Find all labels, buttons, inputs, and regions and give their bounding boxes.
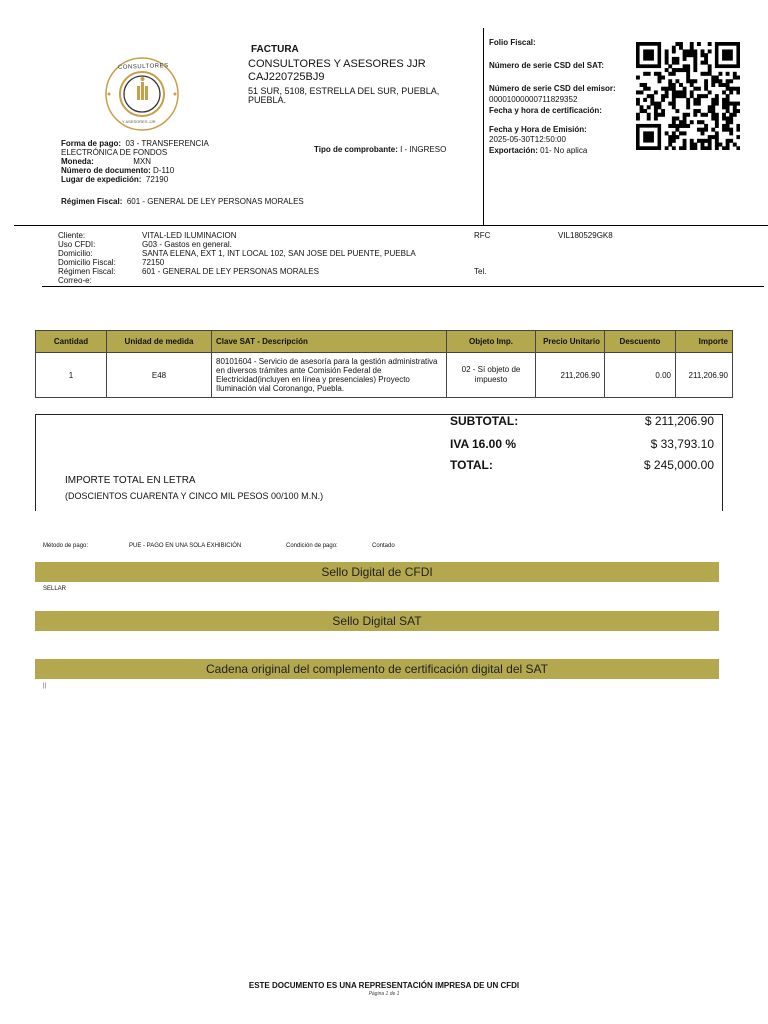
total-value: $ 245,000.00 <box>643 458 714 472</box>
forma-pago-value: 03 - TRANSFERENCIA <box>125 139 209 148</box>
cadena-value: || <box>43 683 47 689</box>
importe-letra-value: (DOSCIENTOS CUARENTA Y CINCO MIL PESOS 00/100 M.N.) <box>65 491 324 501</box>
page-number: Página 1 de 1 <box>368 991 400 997</box>
cell-unidad: E48 <box>107 353 212 398</box>
doc-type: FACTURA <box>251 44 299 55</box>
export-label: Exportación: <box>489 146 538 155</box>
domicilio-fiscal-label: Domicilio Fiscal: <box>58 258 116 267</box>
client-labels <box>58 231 116 285</box>
tipo-comprobante <box>314 145 446 154</box>
header-bottom-rule <box>14 225 768 226</box>
items-header-row <box>36 331 733 353</box>
regimen-value: 601 - GENERAL DE LEY PERSONAS MORALES <box>126 197 304 206</box>
metodo-value: PUE - PAGO EN UNA SOLA EXHIBICIÓN <box>129 543 242 549</box>
col-unidad: Unidad de medida <box>107 331 212 353</box>
forma-pago-label: Forma de pago: <box>61 139 122 148</box>
rfc-label: RFC <box>474 231 491 240</box>
domicilio-label: Domicilio: <box>58 249 93 258</box>
folio-label: Folio Fiscal: <box>489 38 536 47</box>
client-bottom-rule <box>42 286 764 287</box>
condicion-label: Condición de pago: <box>286 543 338 549</box>
fiscal-info <box>489 38 634 155</box>
export-value: 01- No aplica <box>540 146 588 155</box>
total-label: TOTAL: <box>450 458 493 472</box>
cell-descripcion: 80101604 - Servicio de asesoría para la gestión administrativa en diversos trámites ante Comisión Federal de Electricidad(incluyen en línea y presenciales) Proyecto Iluminación vial Coronango, Puebla. <box>212 353 447 398</box>
header-divider <box>483 28 484 225</box>
cell-objeto: 02 - Sí objeto de impuesto <box>447 353 536 398</box>
regimen-cliente-value: 601 - GENERAL DE LEY PERSONAS MORALES <box>142 267 319 276</box>
sello-cfdi-band: Sello Digital de CFDI <box>35 562 719 582</box>
numdoc-label: Número de documento: <box>61 166 151 175</box>
importe-letra-label: IMPORTE TOTAL EN LETRA <box>65 475 196 486</box>
domicilio-value: SANTA ELENA, EXT 1, INT LOCAL 102, SAN JOSE DEL PUENTE, PUEBLA <box>142 249 416 258</box>
col-descripcion: Clave SAT - Descripción <box>212 331 447 353</box>
lugar-value: 72190 <box>145 175 169 184</box>
condicion-value: Contado <box>372 543 395 549</box>
tipo-label: Tipo de comprobante: <box>314 145 398 154</box>
cell-precio: 211,206.90 <box>536 353 605 398</box>
cadena-original-band: Cadena original del complemento de certificación digital del SAT <box>35 659 719 679</box>
col-cantidad: Cantidad <box>36 331 107 353</box>
folio-value <box>489 49 634 61</box>
issuer-rfc: CAJ220725BJ9 <box>248 71 325 83</box>
correo-label: Correo-e: <box>58 276 92 285</box>
col-descuento: Descuento <box>605 331 676 353</box>
emission-label: Fecha y Hora de Emisión: <box>489 125 587 134</box>
iva-value: $ 33,793.10 <box>650 437 714 451</box>
issuer-address: 51 SUR, 5108, ESTRELLA DEL SUR, PUEBLA, PUEBLA. <box>248 86 440 105</box>
cliente-value: VITAL-LED ILUMINACION <box>142 231 237 240</box>
domicilio-fiscal-value: 72150 <box>142 258 165 267</box>
rfc-value: VIL180529GK8 <box>558 231 613 240</box>
cell-descuento: 0.00 <box>605 353 676 398</box>
col-importe: Importe <box>676 331 733 353</box>
sello-sat-band: Sello Digital SAT <box>35 611 719 631</box>
emission-value: 2025-05-30T12:50:00 <box>489 135 566 144</box>
cell-importe: 211,206.90 <box>676 353 733 398</box>
iva-label: IVA 16.00 % <box>450 437 517 451</box>
uso-cfdi-value: G03 - Gastos en general. <box>142 240 232 249</box>
subtotal-label: SUBTOTAL: <box>450 414 519 428</box>
logo-text-bottom: Y ASESORES JJR <box>122 119 156 124</box>
forma-pago-value-2: ELECTRÓNICA DE FONDOS <box>61 148 168 157</box>
subtotal-value: $ 211,206.90 <box>644 414 714 428</box>
table-row <box>36 353 733 398</box>
regimen-label: Régimen Fiscal: <box>61 197 123 206</box>
lugar-label: Lugar de expedición: <box>61 175 142 184</box>
col-objeto: Objeto Imp. <box>447 331 536 353</box>
sello-cfdi-value: SELLAR <box>43 586 67 592</box>
csd-emisor-value: 00001000000711829352 <box>489 95 578 104</box>
cert-date-label: Fecha y hora de certificación: <box>489 106 602 115</box>
tel-label: Tel. <box>474 267 487 276</box>
payment-info <box>61 139 241 184</box>
tipo-value: I - INGRESO <box>400 145 447 154</box>
company-logo <box>104 56 180 132</box>
metodo-label: Método de pago: <box>43 543 89 549</box>
issuer-name: CONSULTORES Y ASESORES JJR <box>248 58 426 70</box>
regimen-fiscal-row <box>61 197 304 206</box>
numdoc-value: D-110 <box>153 166 175 175</box>
footer-note: ESTE DOCUMENTO ES UNA REPRESENTACIÓN IMPRESA DE UN CFDI <box>248 981 520 990</box>
uso-cfdi-label: Uso CFDI: <box>58 240 96 249</box>
col-precio: Precio Unitario <box>536 331 605 353</box>
moneda-label: Moneda: <box>61 157 94 166</box>
moneda-value: MXN <box>133 157 152 166</box>
client-values <box>142 231 416 276</box>
items-table <box>35 330 733 398</box>
regimen-cliente-label: Régimen Fiscal: <box>58 267 116 276</box>
logo-text-top: CONSULTORES <box>117 63 169 71</box>
csd-emisor-label: Número de serie CSD del emisor: <box>489 84 616 93</box>
cliente-label: Cliente: <box>58 231 86 240</box>
qr-code <box>636 42 740 150</box>
csd-sat-label: Número de serie CSD del SAT: <box>489 61 604 70</box>
cell-cantidad: 1 <box>36 353 107 398</box>
